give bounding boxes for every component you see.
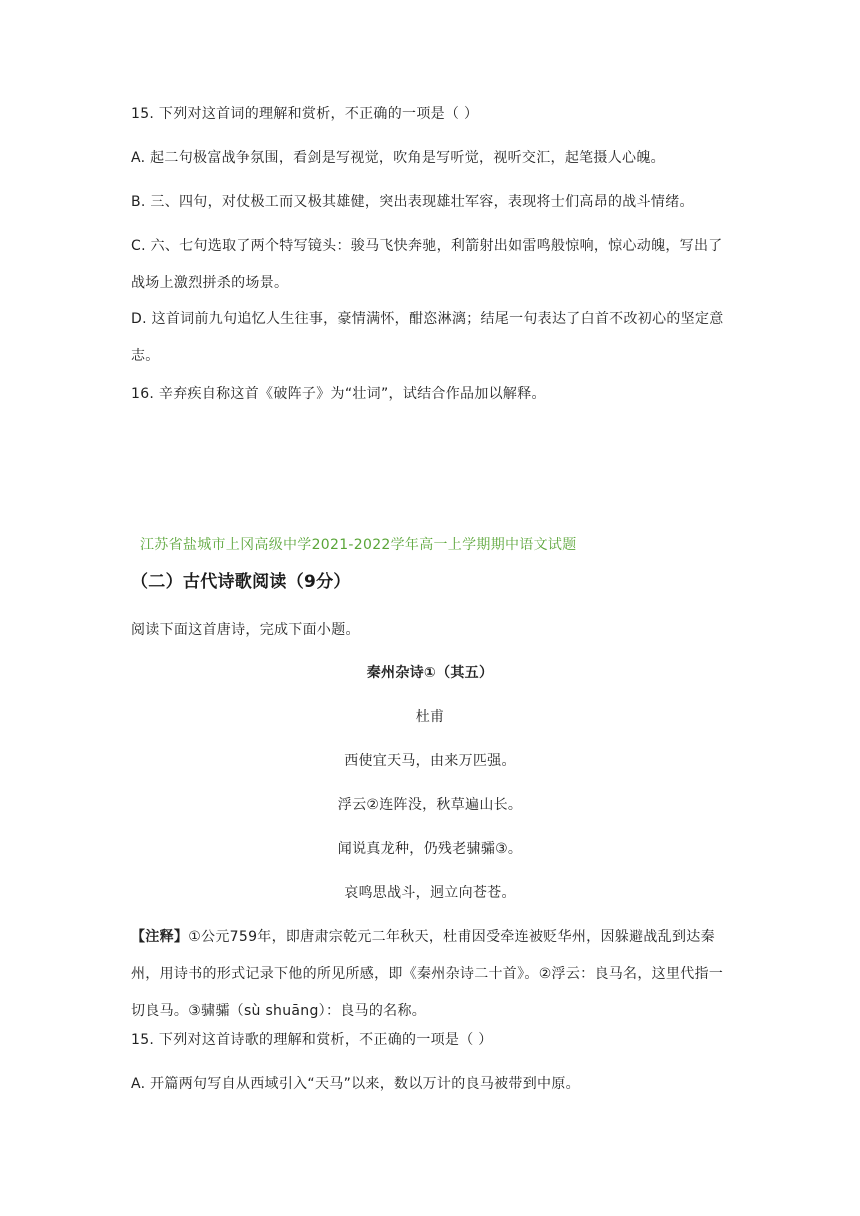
question-15-option-b: B. 三、四句，对仗极工而又极其雄健，突出表现雄壮军容，表现将士们高昂的战斗情绪。 xyxy=(131,194,694,210)
annotation-label: 【注释】 xyxy=(131,929,189,945)
question-15-option-a: A. 起二句极富战争氛围，看剑是写视觉，吹角是写听觉，视听交汇，起笔摄人心魄。 xyxy=(131,150,665,166)
annotation-note xyxy=(131,919,731,1030)
poem-line-2: 浮云②连阵没，秋草遍山长。 xyxy=(337,797,523,813)
poem-line-1: 西使宜天马，由来万匹强。 xyxy=(344,753,516,769)
question-16-stem: 16. 辛弃疾自称这首《破阵子》为“壮词”，试结合作品加以解释。 xyxy=(131,386,546,402)
source-label: 江苏省盐城市上冈高级中学2021-2022学年高一上学期期中语文试题 xyxy=(140,537,577,553)
poem-author: 杜甫 xyxy=(415,709,445,725)
question-15b-stem: 15. 下列对这首诗歌的理解和赏析，不正确的一项是（ ） xyxy=(131,1032,493,1048)
poem-line-4: 哀鸣思战斗，迥立向苍苍。 xyxy=(344,885,516,901)
question-15b-option-a: A. 开篇两句写自从西域引入“天马”以来，数以万计的良马被带到中原。 xyxy=(131,1076,580,1092)
poem-line-3: 闻说真龙种，仍残老骕骦③。 xyxy=(337,841,523,857)
annotation-text: ①公元759年，即唐肃宗乾元二年秋天，杜甫因受牵连被贬华州，因躲避战乱到达秦州，用诗书的形式记录下他的所见所感，即《秦州杂诗二十首》。②浮云：良马名，这里代指一切良马。③骕骦（sù shuāng）：良马的名称。 xyxy=(131,929,724,1019)
reading-instruction: 阅读下面这首唐诗，完成下面小题。 xyxy=(131,622,360,638)
question-15-stem: 15. 下列对这首词的理解和赏析，不正确的一项是（ ） xyxy=(131,106,479,122)
section-heading: （二）古代诗歌阅读（9分） xyxy=(131,572,351,592)
poem-title: 秦州杂诗①（其五） xyxy=(366,665,494,681)
question-15-option-c: C. 六、七句选取了两个特写镜头：骏马飞快奔驰，利箭射出如雷鸣般惊响，惊心动魄，写出了战场上激烈拼杀的场景。 xyxy=(131,238,723,291)
question-15-option-d: D. 这首词前九句追忆人生往事，豪情满怀，酣恣淋漓；结尾一句表达了白首不改初心的坚定意志。 xyxy=(131,311,724,364)
